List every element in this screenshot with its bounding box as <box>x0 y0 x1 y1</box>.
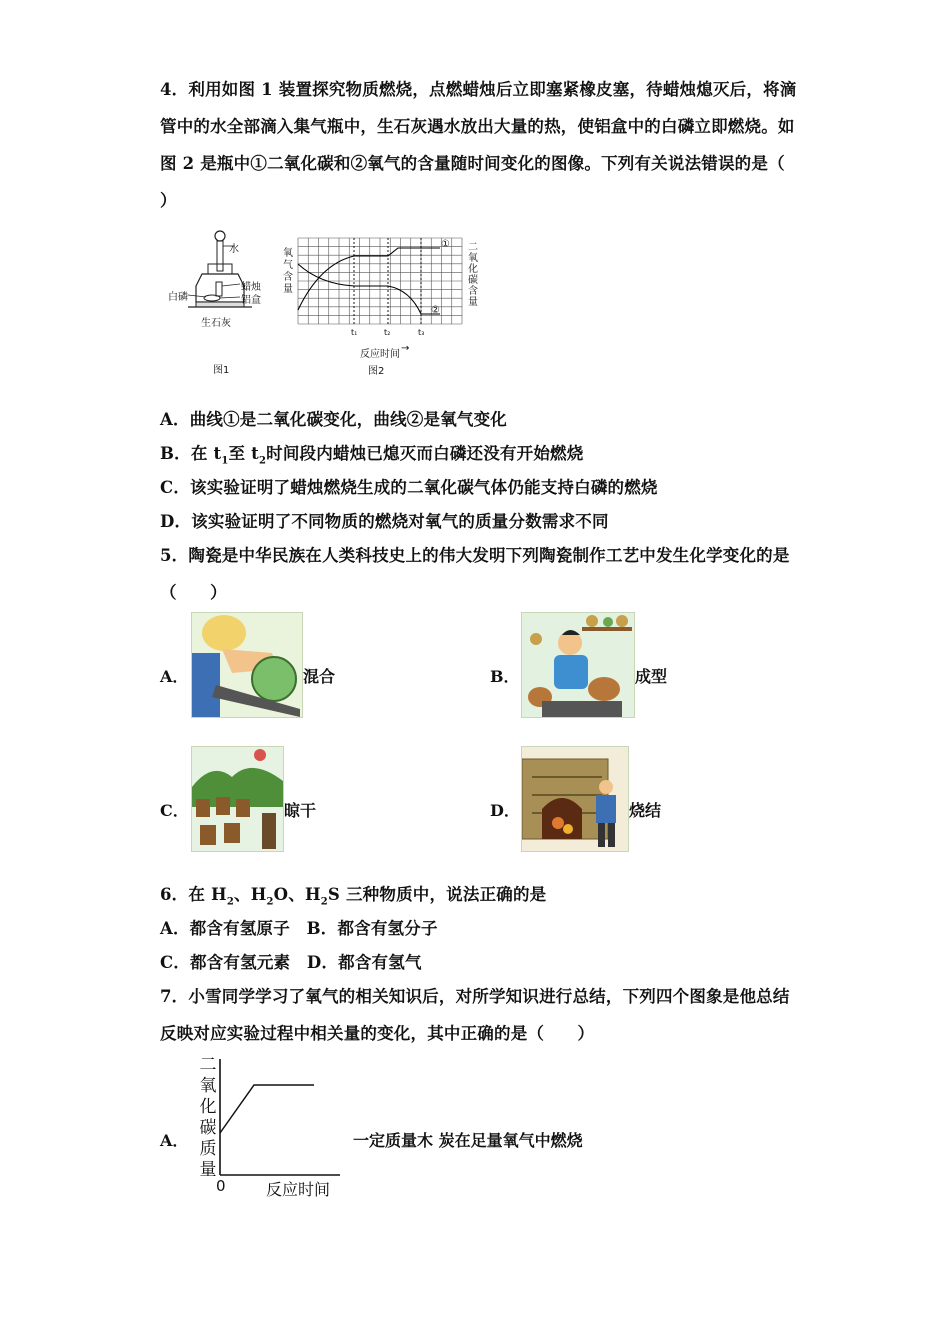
q5-option-a-letter: A． <box>160 667 189 686</box>
q7-y-label-char: 二 <box>199 1055 217 1075</box>
q4-line-4: ） <box>160 191 177 210</box>
q6-options-cd: C．都含有氢元素 D．都含有氢气 <box>160 953 422 972</box>
q4-option-b: B．在 $t_1$至 $t_2$时间段内蜡烛已熄灭而白磷还没有开始燃烧 <box>160 444 584 467</box>
y-label-co2: 二氧化碳含量 <box>468 242 478 308</box>
mixing-illustration <box>192 613 302 717</box>
arrow-right-icon: → <box>401 343 410 354</box>
graph-grid <box>280 234 490 334</box>
curve-1-co2 <box>298 248 440 310</box>
q6-options-ab: A．都含有氢原子 B．都含有氢分子 <box>160 919 438 938</box>
q5-option-d-text: 烧结 <box>629 801 662 820</box>
q7-y-label-char: 质 <box>199 1139 217 1159</box>
q5-line-1: 5．陶瓷是中华民族在人类科技史上的伟大发明下列陶瓷制作工艺中发生化学变化的是 <box>160 546 790 565</box>
label-candle: 蜡烛 <box>241 282 261 293</box>
q7-y-label-char: 量 <box>199 1160 217 1180</box>
pottery-shaping-image <box>521 612 635 718</box>
figure-1-apparatus <box>168 224 278 374</box>
q4-option-d: D．该实验证明了不同物质的燃烧对氧气的质量分数需求不同 <box>160 512 609 531</box>
figure-2-caption: 图2 <box>368 366 385 377</box>
q5-option-b-letter: B． <box>490 667 520 686</box>
drying-illustration <box>192 747 283 851</box>
pottery-firing-image <box>521 746 629 852</box>
q7-origin: 0 <box>216 1177 226 1195</box>
label-water: 水 <box>229 244 239 255</box>
q7-curve-line <box>220 1085 314 1133</box>
q7-option-a-letter: A． <box>160 1131 189 1150</box>
y-label-oxygen: 氧气含量 <box>283 248 293 295</box>
q5-line-2: （ ） <box>160 583 227 602</box>
q7-line-2: 反映对应实验过程中相关量的变化，其中正确的是（ ） <box>160 1024 595 1043</box>
q7-graph-a <box>198 1055 348 1200</box>
q5-option-b-text: 成型 <box>635 667 668 686</box>
x-label-time: 反应时间 <box>360 349 400 360</box>
figure-1-caption: 图1 <box>213 365 230 376</box>
q7-y-label-char: 化 <box>199 1097 217 1117</box>
firing-illustration <box>522 747 628 851</box>
q7-option-a-text: 一定质量木 炭在足量氧气中燃烧 <box>353 1131 583 1150</box>
q4-line-3: 图 2 是瓶中①二氧化碳和②氧气的含量随时间变化的图像。下列有关说法错误的是（ <box>160 154 785 173</box>
shaping-illustration <box>522 613 634 717</box>
label-lime: 生石灰 <box>201 318 231 329</box>
pottery-mixing-image <box>191 612 303 718</box>
q4-option-c: C．该实验证明了蜡烛燃烧生成的二氧化碳气体仍能支持白磷的燃烧 <box>160 478 658 497</box>
q5-option-c-letter: C． <box>160 801 189 820</box>
q5-option-d-letter: D． <box>490 801 520 820</box>
q6-stem: 6．在 $H_2$、$H_2O$、$H_2S$ 三种物质中，说法正确的是 <box>160 885 547 908</box>
tick-t1: t₁ <box>351 328 358 337</box>
tick-t3: t₃ <box>418 328 425 337</box>
q7-y-label-char: 碳 <box>199 1118 217 1138</box>
curve-2-label: ② <box>431 305 440 316</box>
label-white-phosphorus: 白磷 <box>168 292 188 303</box>
q5-option-a-text: 混合 <box>303 667 336 686</box>
q4-line-1: 4．利用如图 1 装置探究物质燃烧，点燃蜡烛后立即塞紧橡皮塞，待蜡烛熄灭后，将滴 <box>160 80 797 99</box>
curve-1-label: ① <box>441 239 450 250</box>
pottery-drying-image <box>191 746 284 852</box>
q4-option-a: A．曲线①是二氧化碳变化，曲线②是氧气变化 <box>160 410 508 429</box>
q7-line-1: 7．小雪同学学习了氧气的相关知识后，对所学知识进行总结，下列四个图象是他总结 <box>160 987 790 1006</box>
tick-t2: t₂ <box>384 328 391 337</box>
label-al-box: 铝盒 <box>241 295 261 306</box>
q7-y-label-char: 氧 <box>199 1076 217 1096</box>
figure-2-graph <box>280 234 490 376</box>
q4-line-2: 管中的水全部滴入集气瓶中，生石灰遇水放出大量的热，使铝盒中的白磷立即燃烧。如 <box>160 117 795 136</box>
q7-graph-axes <box>198 1055 348 1195</box>
q5-option-c-text: 晾干 <box>284 801 317 820</box>
q7-x-label: 反应时间 <box>266 1180 331 1199</box>
